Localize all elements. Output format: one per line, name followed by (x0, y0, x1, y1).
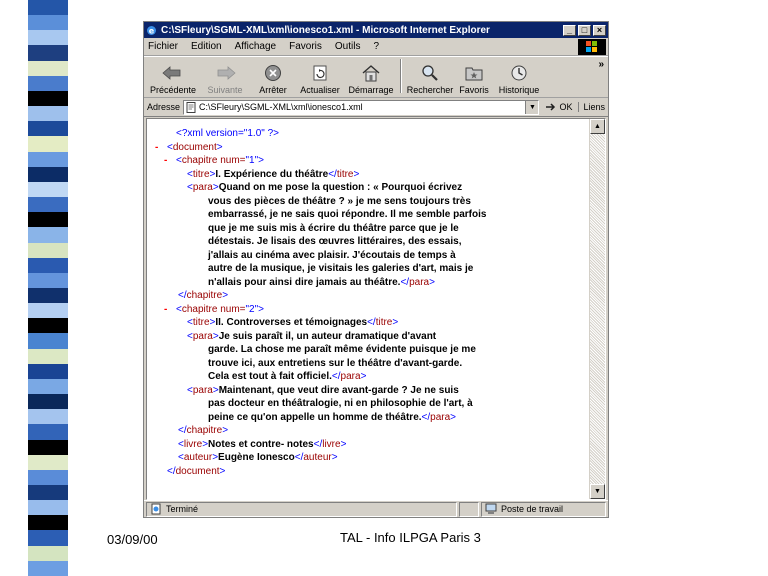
stop-button[interactable]: Arrêter (251, 57, 295, 95)
stripe-segment (28, 409, 68, 424)
stripe-segment (28, 515, 68, 530)
slide-date: 03/09/00 (107, 532, 158, 547)
stripe-segment (28, 303, 68, 318)
refresh-button[interactable]: Actualiser (295, 57, 345, 95)
ch2-para1-line: garde. La chose me paraît même évidente puisque je me (208, 344, 476, 355)
menu-affichage[interactable]: Affichage (234, 41, 277, 52)
stripe-segment (28, 121, 68, 136)
menu-fichier[interactable]: Fichier (148, 41, 179, 52)
minimize-button[interactable]: _ (563, 25, 576, 36)
ch1-titre: <titre>I. Expérience du théâtre</titre> (187, 168, 360, 180)
ch1-para-line: <para>Quand on me pose la question : « Pourquoi écrivez (187, 182, 463, 193)
stripe-segment (28, 288, 68, 303)
done-page-icon (150, 503, 162, 515)
security-zone-text: Poste de travail (501, 504, 564, 514)
stripe-segment (28, 349, 68, 364)
svg-text:e: e (148, 26, 155, 35)
address-input[interactable]: C:\SFleury\SGML-XML\xml\ionesco1.xml ▼ (183, 100, 539, 115)
status-bar (144, 500, 608, 517)
ch2-para1-line: Cela est tout à fait officiel.</para> (208, 371, 367, 382)
document-view (146, 118, 606, 500)
page-icon (186, 102, 196, 113)
collapse-toggle[interactable]: - (164, 155, 168, 166)
stripe-segment (28, 61, 68, 76)
maximize-button[interactable]: □ (578, 25, 591, 36)
home-icon (361, 64, 381, 82)
stripe-segment (28, 500, 68, 515)
forward-button[interactable]: Suivante (199, 57, 251, 95)
windows-logo-icon (578, 39, 606, 55)
stripe-segment (28, 561, 68, 576)
chapitre-2-close: </chapitre> (178, 425, 229, 436)
stripe-segment (28, 379, 68, 394)
auteur-element: <auteur>Eugène Ionesco</auteur> (178, 452, 338, 463)
search-button[interactable]: Rechercher (405, 57, 455, 95)
stripe-segment (28, 197, 68, 212)
stripe-segment (28, 45, 68, 60)
stripe-segment (28, 440, 68, 455)
stripe-segment (28, 30, 68, 45)
stripe-segment (28, 152, 68, 167)
scroll-up-icon[interactable]: ▲ (590, 119, 605, 134)
favorites-folder-icon (465, 64, 483, 82)
stripe-segment (28, 167, 68, 182)
title-bar (144, 22, 608, 38)
browser-window (143, 21, 609, 518)
ch2-titre: <titre>II. Controverses et témoignages</titre> (187, 317, 399, 328)
stripe-segment (28, 424, 68, 439)
toolbar-separator (400, 59, 402, 93)
chapitre-2-open[interactable]: - <chapitre num="2"> (164, 303, 265, 315)
document-open-line[interactable]: - <document> (155, 141, 223, 153)
stripe-segment (28, 136, 68, 151)
status-text: Terminé (166, 504, 199, 514)
stripe-segment (28, 182, 68, 197)
ch1-para-line: embarrassé, je ne sais quoi répondre. Il me semble parfois (208, 209, 487, 220)
stop-icon (264, 64, 282, 82)
stripe-segment (28, 394, 68, 409)
ch1-para-line: détestais. Je lisais des œuvres littéraires, des essais, (208, 236, 462, 247)
window-title: C:\SFleury\SGML-XML\xml\ionesco1.xml - Microsoft Internet Explorer (161, 24, 490, 36)
security-zone-panel (481, 502, 606, 517)
scroll-track[interactable] (590, 134, 605, 484)
ch2-para1-line: <para>Je suis paraît il, un auteur dramatique d'avant (187, 330, 437, 342)
ch1-para-line: n'allais pour ainsi dire jamais au théâtre.</para> (208, 276, 435, 288)
back-arrow-icon (162, 64, 184, 82)
address-dropdown-icon[interactable]: ▼ (525, 101, 538, 114)
back-button[interactable]: Précédente (147, 57, 199, 95)
search-icon (421, 64, 439, 82)
computer-icon (485, 503, 497, 515)
ch2-para1-line: trouve ici, aux entretiens sur le théâtre d'avant-garde. (208, 357, 463, 369)
livre-element: <livre>Notes et contre- notes</livre> (178, 438, 347, 450)
history-button[interactable]: Historique (493, 57, 545, 95)
close-button[interactable]: × (593, 25, 606, 36)
go-button[interactable]: OK (545, 102, 572, 112)
stripe-segment (28, 470, 68, 485)
ie-logo-icon (146, 25, 157, 36)
menu-bar (144, 38, 608, 56)
favorites-button[interactable]: Favoris (455, 57, 493, 95)
menu-edition[interactable]: Edition (191, 41, 222, 52)
address-label: Adresse (147, 102, 181, 112)
stripe-segment (28, 91, 68, 106)
stripe-segment (28, 455, 68, 470)
menu-favoris[interactable]: Favoris (289, 41, 322, 52)
stripe-segment (28, 273, 68, 288)
menu-outils[interactable]: Outils (334, 41, 361, 52)
xml-declaration: <?xml version="1.0" ?> (176, 128, 279, 139)
address-bar (144, 98, 608, 117)
document-close-line: </document> (167, 465, 226, 477)
ch1-para-line: vous des pièces de théâtre ? » je me sens toujours très (208, 195, 471, 207)
decorative-stripe-bar (28, 0, 68, 576)
ch2-para2-line: <para>Maintenant, que veut dire avant-garde ? Je ne suis (187, 384, 459, 396)
home-button[interactable]: Démarrage (345, 57, 397, 95)
links-button[interactable]: Liens (578, 102, 605, 112)
refresh-icon (311, 64, 329, 82)
stripe-segment (28, 15, 68, 30)
menu-help[interactable]: ? (373, 41, 380, 52)
status-text-panel (146, 502, 457, 517)
history-icon (510, 64, 528, 82)
xml-tree (147, 119, 589, 499)
ch1-para-line: autre de la musique, je visitais les galeries d'art, mais je (208, 263, 474, 274)
chapitre-1-close: </chapitre> (178, 290, 229, 301)
stripe-segment (28, 258, 68, 273)
chapitre-1-open[interactable]: - <chapitre num="1"> (164, 155, 265, 166)
slide-footer-title: TAL - Info ILPGA Paris 3 (340, 530, 481, 545)
ch2-para2-line: pas docteur en théâtralogie, ni en philosophie de l'art, à (208, 398, 473, 409)
toolbar-more-chevron[interactable]: » (598, 59, 604, 70)
ch1-para-line: j'allais au cinéma avec plaisir. J'écoutais de temps à (208, 249, 456, 261)
ch2-para2-line: peine ce qu'on appelle un homme de théâtre.</para> (208, 411, 457, 423)
stripe-segment (28, 364, 68, 379)
stripe-segment (28, 530, 68, 545)
vertical-scrollbar[interactable] (589, 119, 605, 499)
stripe-segment (28, 106, 68, 121)
stripe-segment (28, 485, 68, 500)
scroll-down-icon[interactable]: ▼ (590, 484, 605, 499)
stripe-segment (28, 318, 68, 333)
ch1-para-line: que je me suis mis à écrire du théâtre parce que je le (208, 222, 459, 234)
stripe-segment (28, 212, 68, 227)
collapse-toggle[interactable]: - (155, 141, 159, 153)
stripe-segment (28, 243, 68, 258)
stripe-segment (28, 227, 68, 242)
forward-arrow-icon (214, 64, 236, 82)
go-arrow-icon (545, 102, 557, 112)
stripe-segment (28, 76, 68, 91)
collapse-toggle[interactable]: - (164, 303, 168, 315)
stripe-segment (28, 546, 68, 561)
stripe-segment (28, 0, 68, 15)
stripe-segment (28, 333, 68, 348)
status-progress-panel (459, 502, 479, 517)
standard-toolbar (144, 56, 608, 98)
